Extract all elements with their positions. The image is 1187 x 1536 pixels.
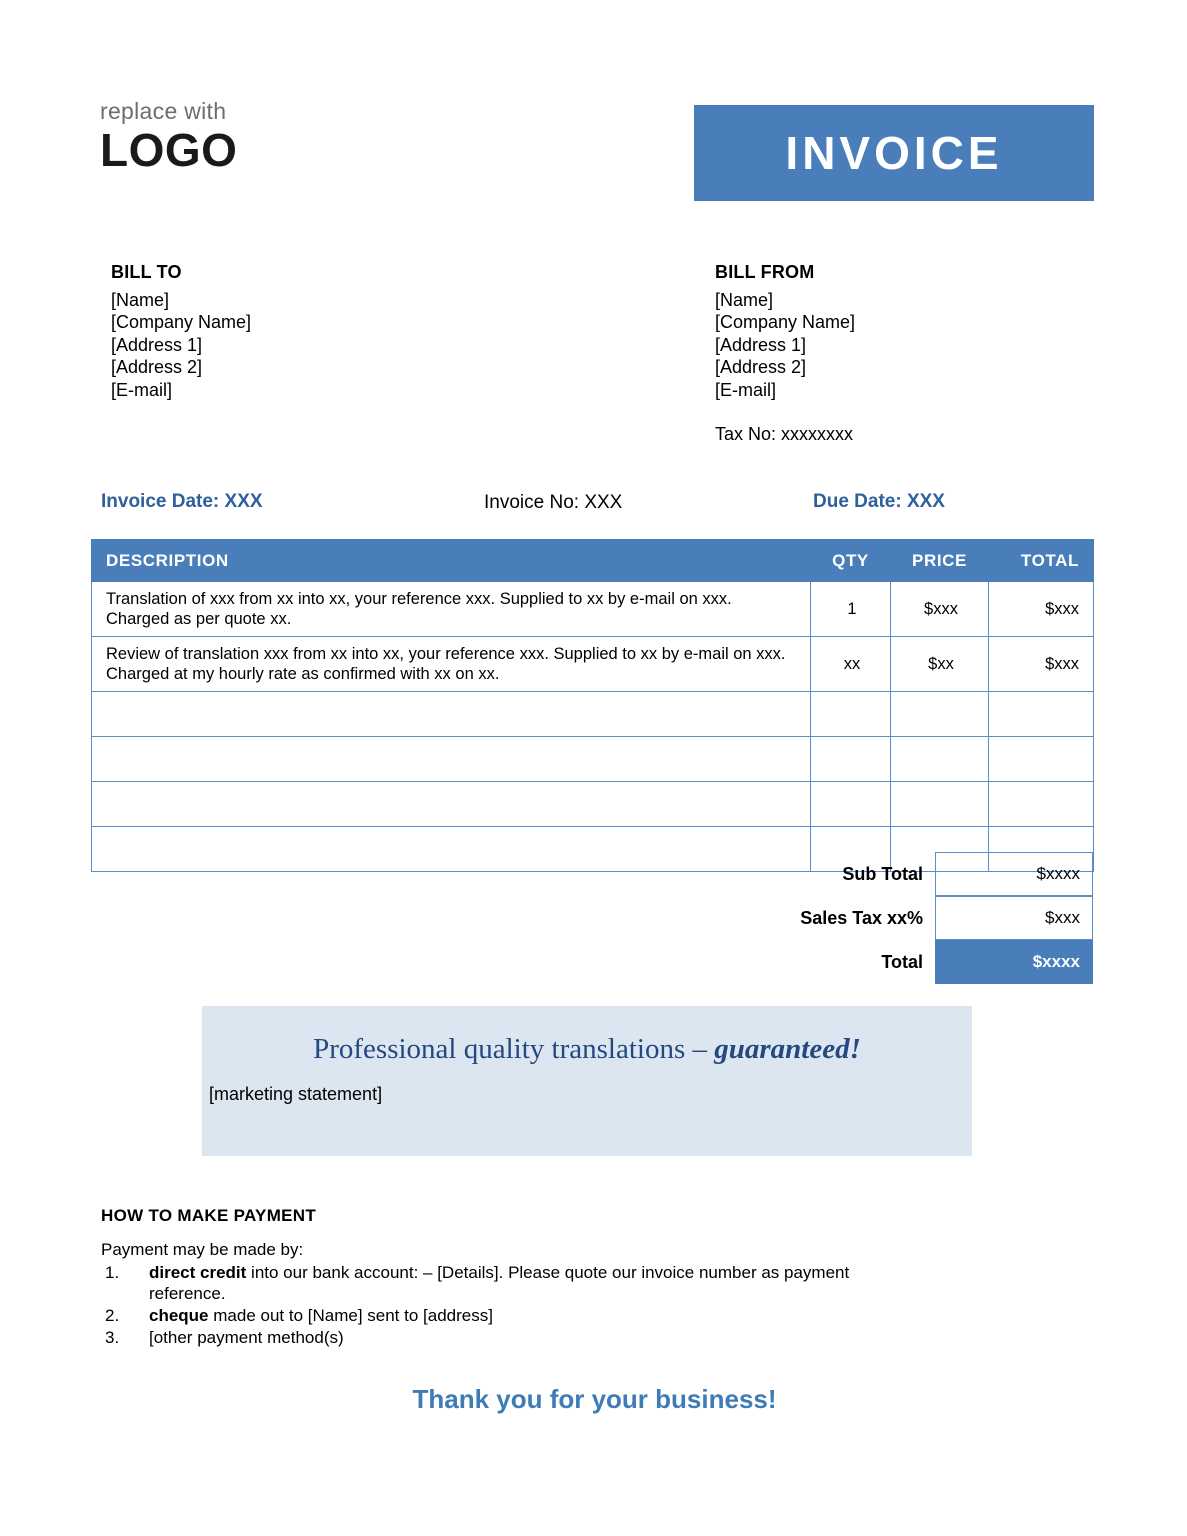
line-item-price: $xx: [891, 637, 989, 692]
column-header-price: PRICE: [891, 540, 989, 582]
invoice-number: Invoice No: XXX: [484, 492, 623, 513]
payment-item-strong: cheque: [149, 1306, 209, 1325]
column-header-qty: QTY: [811, 540, 891, 582]
line-item-description: Review of translation xxx from xx into xx, your reference xxx. Supplied to xx by e-mail on xxx. Charged at my hourly rate as confirmed with xx on xx.: [92, 637, 811, 692]
due-date: Due Date: XXX: [813, 491, 945, 512]
line-item-description: [92, 692, 811, 737]
line-items-table: [91, 539, 1094, 872]
grand-total-label: Total: [881, 951, 923, 972]
thank-you-text: Thank you for your business!: [412, 1384, 777, 1414]
line-item-price: $xxx: [891, 582, 989, 637]
bill-from-title: BILL FROM: [715, 262, 815, 282]
logo-placeholder: [100, 98, 238, 176]
bill-to-name: [Name]: [111, 289, 170, 310]
marketing-headline: [202, 1006, 972, 1066]
table-row: [92, 637, 1094, 692]
column-header-description: DESCRIPTION: [92, 540, 811, 582]
payment-item-text: [other payment method(s): [149, 1328, 344, 1347]
bill-from-address-2: [Address 2]: [715, 357, 807, 377]
sales-tax-row: [693, 896, 1093, 940]
totals-block: [693, 852, 1093, 984]
column-header-total: TOTAL: [989, 540, 1094, 582]
line-item-description: [92, 737, 811, 782]
marketing-statement: [marketing statement]: [209, 1084, 383, 1104]
line-item-qty: [811, 782, 891, 827]
thank-you-footer: [0, 1384, 1187, 1415]
line-item-qty: [811, 692, 891, 737]
grand-total-row: [693, 940, 1093, 984]
bill-to-address-1: [Address 1]: [111, 334, 203, 355]
subtotal-row: [693, 852, 1093, 896]
line-item-qty: 1: [811, 582, 891, 637]
bill-to-address-2: [Address 2]: [111, 357, 203, 377]
table-row: [92, 737, 1094, 782]
marketing-panel: [202, 1006, 972, 1156]
payment-item-number: 2.: [105, 1306, 120, 1325]
sales-tax-label: Sales Tax xx%: [800, 907, 923, 928]
payment-item-text: made out to [Name] sent to [address]: [208, 1306, 493, 1325]
line-item-total: $xxx: [989, 582, 1094, 637]
line-item-total: [989, 782, 1094, 827]
bill-from-email: [E-mail]: [715, 379, 777, 400]
payment-item-number: 3.: [105, 1328, 120, 1347]
marketing-headline-emphasis: guaranteed!: [714, 1033, 861, 1065]
line-item-total: [989, 692, 1094, 737]
list-item: [101, 1262, 901, 1304]
sales-tax-value: $xxx: [935, 896, 1093, 940]
line-item-qty: xx: [811, 637, 891, 692]
table-row: [92, 582, 1094, 637]
payment-intro: Payment may be made by:: [101, 1240, 304, 1259]
bill-from-tax-number: Tax No: xxxxxxxx: [715, 424, 854, 444]
invoice-header: [0, 0, 1187, 240]
payment-method-list: [101, 1262, 901, 1348]
bill-to-block: [111, 261, 251, 401]
payment-section-title: HOW TO MAKE PAYMENT: [101, 1206, 317, 1225]
logo-placeholder-caption: replace with: [100, 98, 227, 124]
bill-to-title: BILL TO: [111, 262, 182, 282]
line-item-qty: [811, 737, 891, 782]
bill-from-name: [Name]: [715, 289, 774, 310]
line-item-description: Translation of xxx from xx into xx, your reference xxx. Supplied to xx by e-mail on xxx. Charged as per quote xx.: [92, 582, 811, 637]
line-item-total: $xxx: [989, 637, 1094, 692]
payment-instructions: [101, 1206, 901, 1349]
list-item: [101, 1327, 901, 1348]
line-item-price: [891, 782, 989, 827]
grand-total-value: $xxxx: [935, 940, 1093, 984]
bill-from-company: [Company Name]: [715, 312, 856, 332]
invoice-title-banner: [694, 105, 1094, 201]
bill-from-address-1: [Address 1]: [715, 334, 807, 355]
marketing-headline-plain: Professional quality translations –: [313, 1033, 715, 1065]
table-row: [92, 782, 1094, 827]
payment-item-number: 1.: [105, 1263, 120, 1282]
list-item: [101, 1305, 901, 1326]
subtotal-label: Sub Total: [842, 863, 923, 884]
logo-placeholder-word: LOGO: [100, 124, 238, 176]
line-item-description: [92, 782, 811, 827]
bill-to-company: [Company Name]: [111, 312, 252, 332]
table-row: [92, 692, 1094, 737]
subtotal-value: $xxxx: [935, 852, 1093, 896]
line-item-price: [891, 692, 989, 737]
invoice-title: INVOICE: [785, 127, 1003, 179]
invoice-date: Invoice Date: XXX: [101, 491, 263, 512]
bill-to-email: [E-mail]: [111, 379, 173, 400]
line-item-price: [891, 737, 989, 782]
invoice-meta-row: [0, 491, 1187, 517]
payment-item-text: into our bank account: – [Details]. Please quote our invoice number as payment reference.: [149, 1263, 850, 1303]
payment-item-strong: direct credit: [149, 1263, 247, 1282]
line-item-total: [989, 737, 1094, 782]
table-header-row: [92, 540, 1094, 582]
bill-from-block: [715, 261, 855, 401]
